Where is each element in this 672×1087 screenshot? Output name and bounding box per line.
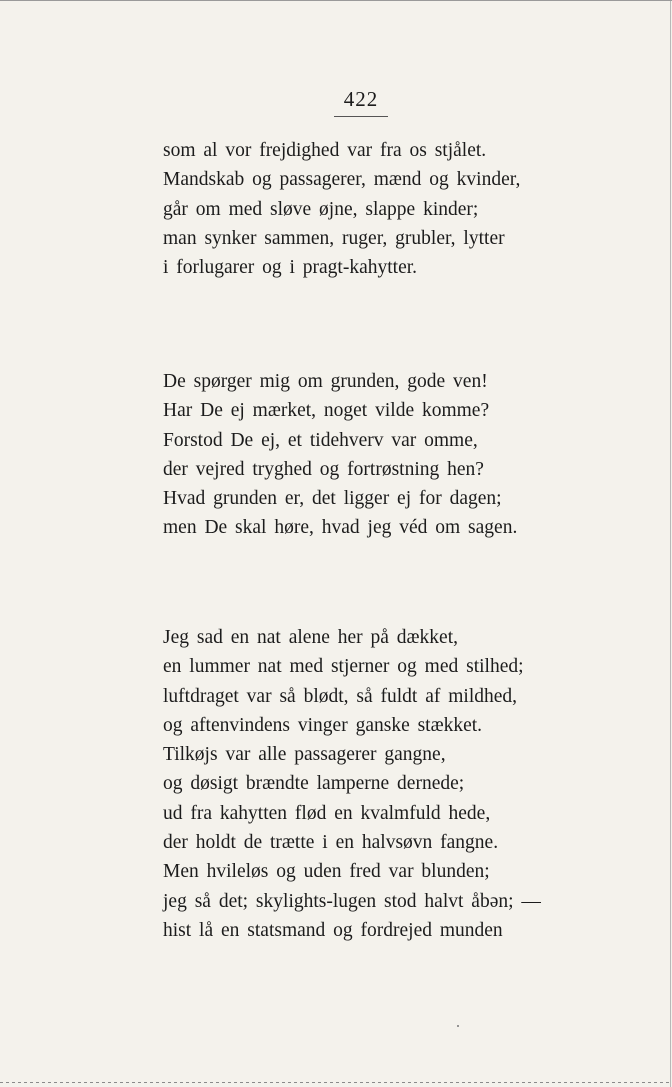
stanza-3 (163, 623, 541, 945)
scan-edge-right (670, 1, 671, 1087)
page-number: 422 (343, 87, 379, 111)
verse-line: man synker sammen, ruger, grubler, lytter (163, 227, 505, 249)
verse-line: Mandskab og passagerer, mænd og kvinder, (163, 169, 521, 191)
verse-line: der vejred tryghed og fortrøstning hen? (163, 458, 484, 480)
verse-line: som al vor frejdighed var fra os stjålet. (163, 140, 487, 161)
verse-line: en lummer nat med stjerner og med stilhed; (163, 656, 524, 678)
stanza-1 (163, 136, 520, 282)
verse-line: jeg så det; skylights-lugen stod halvt åbən; — (163, 890, 541, 912)
paper-speck (457, 1025, 459, 1027)
verse-line: går om med sløve øjne, slappe kinder; (163, 198, 479, 220)
verse-line: og døsigt brændte lamperne dernede; (163, 773, 465, 795)
scan-edge-bottom (0, 1082, 672, 1083)
stanza-2 (163, 367, 517, 543)
verse-line: ud fra kahytten flød en kvalmfuld hede, (163, 802, 491, 824)
verse-line: Tilkøjs var alle passagerer gangne, (163, 744, 446, 766)
verse-line: Hvad grunden er, det ligger ej for dagen; (163, 488, 502, 510)
verse-line: luftdraget var så blødt, så fuldt af mildhed, (163, 685, 518, 707)
verse-line: hist lå en statsmand og fordrejed munden (163, 919, 503, 941)
verse-line: i forlugarer og i pragt-kahytter. (163, 257, 418, 279)
verse-line: Forstod De ej, et tidehverv var omme, (163, 429, 478, 451)
verse-line: De spørger mig om grunden, gode ven! (163, 371, 488, 392)
verse-line: men De skal høre, hvad jeg véd om sagen. (163, 517, 518, 539)
verse-line: der holdt de trætte i en halvsøvn fangne. (163, 832, 499, 854)
verse-line: og aftenvindens vinger ganske stækket. (163, 714, 483, 736)
verse-line: Har De ej mærket, noget vilde komme? (163, 400, 490, 422)
verse-line: Jeg sad en nat alene her på dækket, (163, 627, 458, 648)
verse-line: Men hvileløs og uden fred var blunden; (163, 861, 490, 883)
page-number-rule (334, 116, 388, 117)
